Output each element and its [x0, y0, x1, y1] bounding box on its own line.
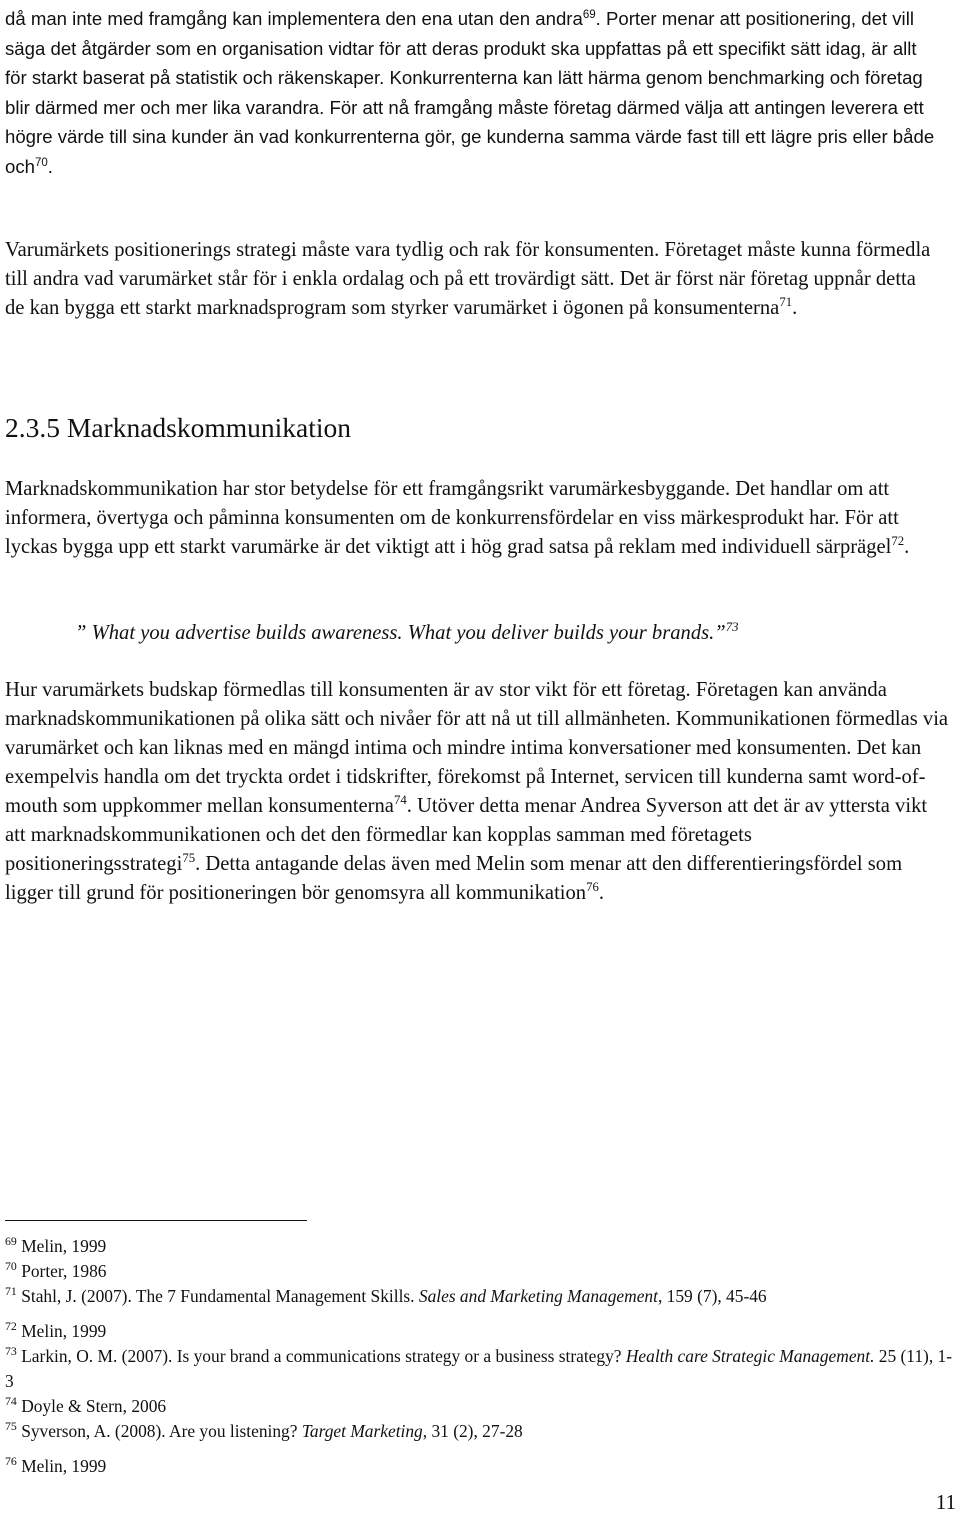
- footnote-text: Syverson, A. (2008). Are you listening?: [21, 1421, 302, 1441]
- paragraph-text: . Utöver detta menar Andrea Syverson att det är av yttersta vikt att marknadskommunikationen och det den förmedlar kan kopplas samman med företagets positioneringsstrategi: [5, 795, 928, 875]
- paragraph-text: Marknadskommunikation har stor betydelse för ett framgångsrikt varumärkesbyggande. Det handlar om att informera, övertyga och påminna konsumenten om de konkurrensfördelar en viss märkesprodukt har. För att lyckas bygga upp ett starkt varumärke är det viktigt att i hög grad satsa på reklam med individuell särprägel: [5, 478, 899, 558]
- footnote-text: Larkin, O. M. (2007). Is your brand a communications strategy or a business strategy?: [21, 1346, 626, 1366]
- footnote-69: [5, 1234, 955, 1259]
- quote-text: ” What you advertise builds awareness. What you deliver builds your brands.”: [75, 622, 726, 644]
- footnote-number: 71: [5, 1283, 17, 1298]
- paragraph-text: .: [792, 297, 798, 319]
- footnote-number: 70: [5, 1258, 17, 1273]
- footnote-number: 72: [5, 1318, 17, 1333]
- footnote-72: [5, 1319, 955, 1344]
- footnote-76: [5, 1454, 955, 1479]
- footnote-number: 69: [5, 1233, 17, 1248]
- footnote-ref-71[interactable]: 71: [779, 295, 793, 310]
- footnote-ref-74[interactable]: 74: [393, 793, 407, 808]
- paragraph-text: då man inte med framgång kan implementera den ena utan den andra: [5, 8, 583, 29]
- footnote-ref-75[interactable]: 75: [182, 851, 196, 866]
- footnote-text: Porter, 1986: [21, 1261, 107, 1281]
- footnote-text: Melin, 1999: [21, 1321, 107, 1341]
- paragraph-text: .: [47, 155, 53, 177]
- footnote-text: Melin, 1999: [21, 1456, 107, 1476]
- footnote-number: 75: [5, 1418, 17, 1433]
- footnote-separator: [5, 1220, 307, 1221]
- paragraph-positioning-strategy: [5, 236, 935, 323]
- footnote-73: [5, 1344, 955, 1394]
- paragraph-marketing-communication: [5, 475, 945, 562]
- section-heading: 2.3.5 Marknadskommunikation: [5, 412, 352, 443]
- footnote-ref-73[interactable]: 73: [725, 620, 739, 635]
- footnote-number: 73: [5, 1343, 17, 1358]
- footnote-ref-70[interactable]: 70: [34, 156, 48, 169]
- footnote-source-title: Sales and Marketing Management: [418, 1286, 658, 1306]
- footnote-74: [5, 1394, 955, 1419]
- page-number: 11: [935, 1490, 956, 1514]
- footnote-text: , 31 (2), 27-28: [422, 1421, 523, 1441]
- footnotes: [5, 1234, 955, 1479]
- footnote-source-title: Target Marketing: [301, 1421, 423, 1441]
- footnote-number: 74: [5, 1393, 17, 1408]
- footnote-75: [5, 1419, 955, 1444]
- paragraph-text: .: [598, 882, 605, 904]
- paragraph-text: . Detta antagande delas även med Melin som menar att den differentieringsfördel som ligger till grund för positioneringen bör genomsyra all kommunikation: [5, 853, 903, 904]
- footnote-text: Doyle & Stern, 2006: [21, 1396, 167, 1416]
- footnote-70: [5, 1259, 955, 1284]
- footnote-number: 76: [5, 1453, 17, 1468]
- footnote-71: [5, 1284, 955, 1309]
- footnote-text: Stahl, J. (2007). The 7 Fundamental Management Skills.: [21, 1286, 419, 1306]
- paragraph-text: .: [904, 536, 910, 558]
- footnote-text: Melin, 1999: [21, 1236, 107, 1256]
- footnote-ref-69[interactable]: 69: [582, 8, 596, 21]
- paragraph-porter-positioning: [5, 4, 935, 181]
- block-quote: [75, 619, 935, 648]
- footnote-ref-76[interactable]: 76: [586, 880, 599, 895]
- paragraph-brand-message: [5, 676, 950, 908]
- footnote-ref-72[interactable]: 72: [891, 534, 905, 549]
- footnote-text: , 159 (7), 45-46: [657, 1286, 767, 1306]
- paragraph-text: Hur varumärkets budskap förmedlas till konsumenten är av stor vikt för ett företag. Företagen kan använda marknadskommunikationen på olika sätt och nivåer för att nå ut till allmänheten. Kommunikationen förmedlas via varumärket och kan liknas med en mängd intima och mindre intima konversationer med konsumenten. Det kan exempelvis handla om det tryckta ordet i tidskrifter, förekomst på Internet, servicen till kunderna samt word-of-mouth som uppkommer mellan konsumenterna: [5, 679, 949, 817]
- footnote-text: 25 (11), 1-3: [5, 1346, 953, 1391]
- paragraph-text: . Porter menar att positionering, det vill säga det åtgärder som en organisation vidtar för att deras produkt ska uppfattas på ett specifikt sätt idag, är allt för starkt baserat på statistik och räkenskaper. Konkurrenterna kan lätt härma genom benchmarking och företag blir därmed mer och mer lika varandra. För att nå framgång måste företag därmed välja att antingen leverera ett högre värde till sina kunder än vad konkurrenterna gör, ge kunderna samma värde fast till ett lägre pris eller både och: [5, 8, 935, 177]
- footnote-source-title: Health care Strategic Management.: [625, 1346, 875, 1366]
- paragraph-text: Varumärkets positionerings strategi måste vara tydlig och rak för konsumenten. Företaget måste kunna förmedla till andra vad varumärket står för i enkla ordalag och på ett trovärdigt sätt. Det är först när företag uppnår detta de kan bygga ett starkt marknadsprogram som styrker varumärket i ögonen på konsumenterna: [5, 239, 931, 319]
